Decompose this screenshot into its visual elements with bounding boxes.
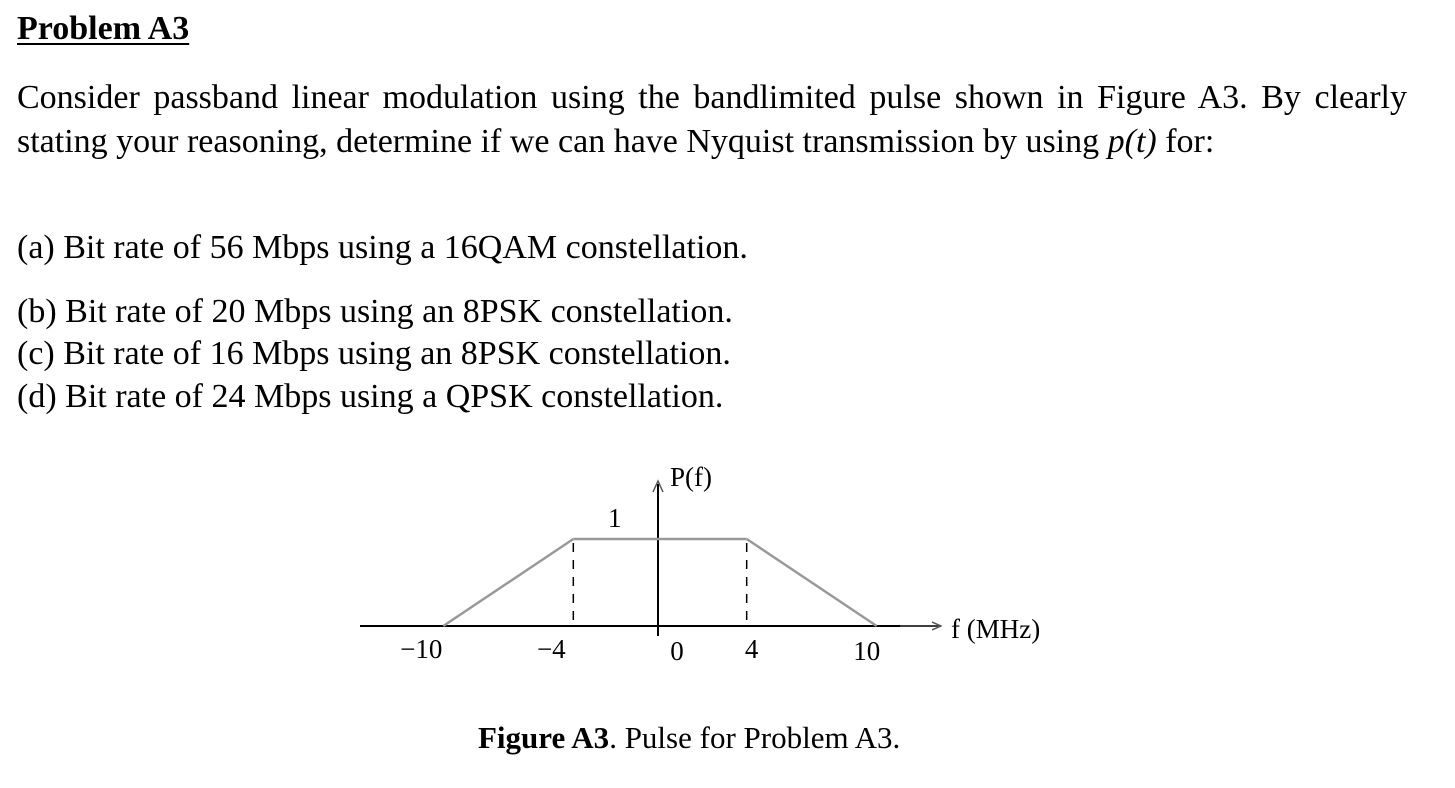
intro-text-end: for:	[1156, 123, 1215, 160]
intro-text: Consider passband linear modulation using the bandlimited pulse shown in Figure A3. By clearly stating your reasoning, determine if we can have Nyquist transmission by using	[17, 79, 1407, 160]
x-axis-label: f (MHz)	[951, 614, 1041, 644]
figure-caption	[478, 720, 900, 756]
tick-label: −4	[536, 634, 566, 664]
question-d: (d) Bit rate of 24 Mbps using a QPSK constellation.	[17, 378, 724, 415]
question-b: (b) Bit rate of 20 Mbps using an 8PSK constellation.	[17, 293, 733, 330]
tick-label: −10	[400, 634, 443, 664]
caption-text: . Pulse for Problem A3.	[609, 720, 901, 755]
tick-label: 4	[744, 634, 759, 664]
tick-label: 0	[670, 636, 684, 666]
question-a: (a) Bit rate of 56 Mbps using a 16QAM constellation.	[17, 229, 748, 266]
pulse-shape	[443, 539, 876, 626]
tick-labels	[400, 634, 880, 666]
pulse-segment-0	[443, 539, 573, 626]
caption-label: Figure A3	[478, 720, 610, 755]
peak-label: 1	[608, 503, 622, 533]
tick-label: 10	[853, 636, 881, 666]
y-axis-label: P(f)	[670, 462, 712, 492]
pulse-segment-2	[747, 539, 877, 626]
pulse-symbol: p(t)	[1107, 123, 1157, 160]
question-c: (c) Bit rate of 16 Mbps using an 8PSK constellation.	[17, 335, 731, 372]
problem-title: Problem A3	[17, 10, 190, 47]
